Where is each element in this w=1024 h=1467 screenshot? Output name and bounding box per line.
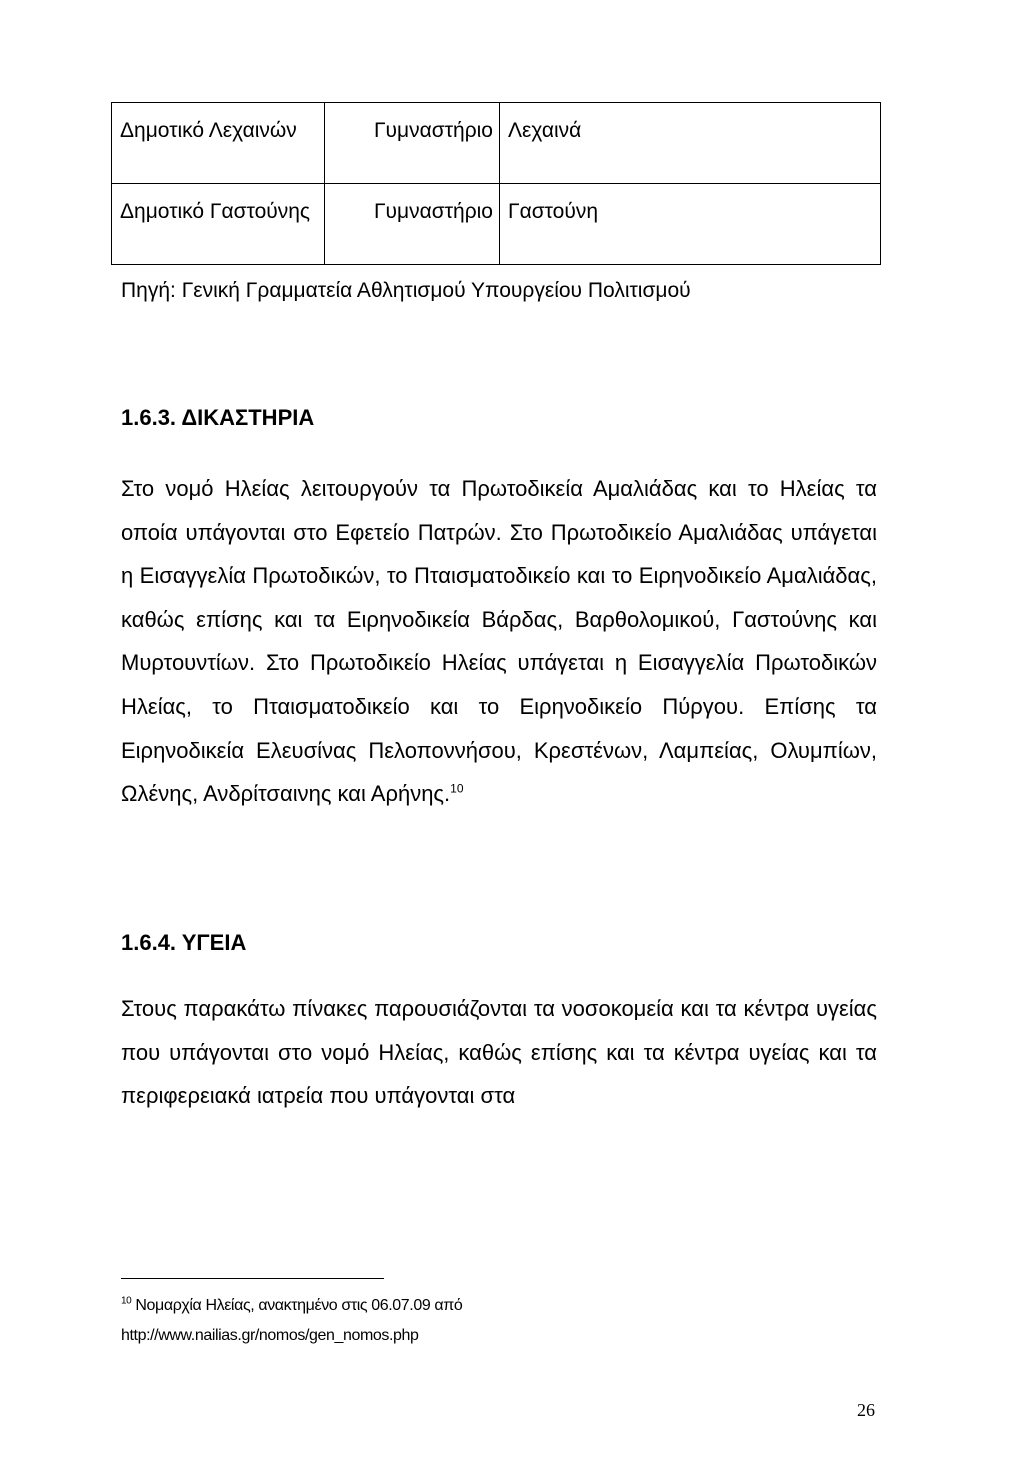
table-row — [112, 103, 881, 184]
footnote — [121, 1291, 621, 1351]
table-cell-type: Γυμναστήριο — [325, 103, 500, 184]
footnote-number: 10 — [121, 1295, 132, 1307]
table-cell-school: Δημοτικό Γαστούνης — [112, 184, 325, 265]
section-heading-courts: 1.6.3. ΔΙΚΑΣΤΗΡΙΑ — [121, 405, 315, 430]
footnote-reference[interactable]: 10 — [450, 781, 464, 796]
table-source-note: Πηγή: Γενική Γραμματεία Αθλητισμού Υπουργείου Πολιτισμού — [121, 279, 691, 302]
courts-paragraph-text: Στο νομό Ηλείας λειτουργούν τα Πρωτοδικεία Αμαλιάδας και το Ηλείας τα οποία υπάγονται στο Εφετείο Πατρών. Στο Πρωτοδικείο Αμαλιάδας υπάγεται η Εισαγγελία Πρωτοδικών, το Πταισματοδικείο και το Ειρηνοδικείο Αμαλιάδας, καθώς επίσης και τα Ειρηνοδικεία Βάρδας, Βαρθολομικού, Γαστούνης και Μυρτουντίων. Στο Πρωτοδικείο Ηλείας υπάγεται η Εισαγγελία Πρωτοδικών Ηλείας, το Πταισματοδικείο και το Ειρηνοδικείο Πύργου. Επίσης τα Ειρηνοδικεία Ελευσίνας Πελοποννήσου, Κρεστένων, Λαμπείας, Ολυμπίων, Ωλένης, Ανδρίτσαινης και Αρήνης. — [121, 476, 877, 807]
footnote-url[interactable]: http://www.nailias.gr/nomos/gen_nomos.php — [121, 1327, 419, 1344]
table-cell-school: Δημοτικό Λεχαινών — [112, 103, 325, 184]
footnote-line — [121, 1291, 621, 1321]
footnote-divider — [121, 1278, 384, 1279]
courts-paragraph — [121, 467, 877, 816]
facilities-table — [111, 102, 881, 265]
health-paragraph: Στους παρακάτω πίνακες παρουσιάζονται τα νοσοκομεία και τα κέντρα υγείας που υπάγονται στο νομό Ηλείας, καθώς επίσης και τα κέντρα υγείας και τα περιφερειακά ιατρεία που υπάγονται στα — [121, 996, 877, 1109]
table-row — [112, 184, 881, 265]
table-cell-location: Λεχαινά — [500, 103, 881, 184]
footnote-text: Νομαρχία Ηλείας, ανακτημένο στις 06.07.09 από — [131, 1297, 463, 1314]
page-number: 26 — [857, 1400, 875, 1420]
section-heading-health: 1.6.4. ΥΓΕΙΑ — [121, 930, 247, 955]
table-cell-type: Γυμναστήριο — [325, 184, 500, 265]
table-cell-location: Γαστούνη — [500, 184, 881, 265]
